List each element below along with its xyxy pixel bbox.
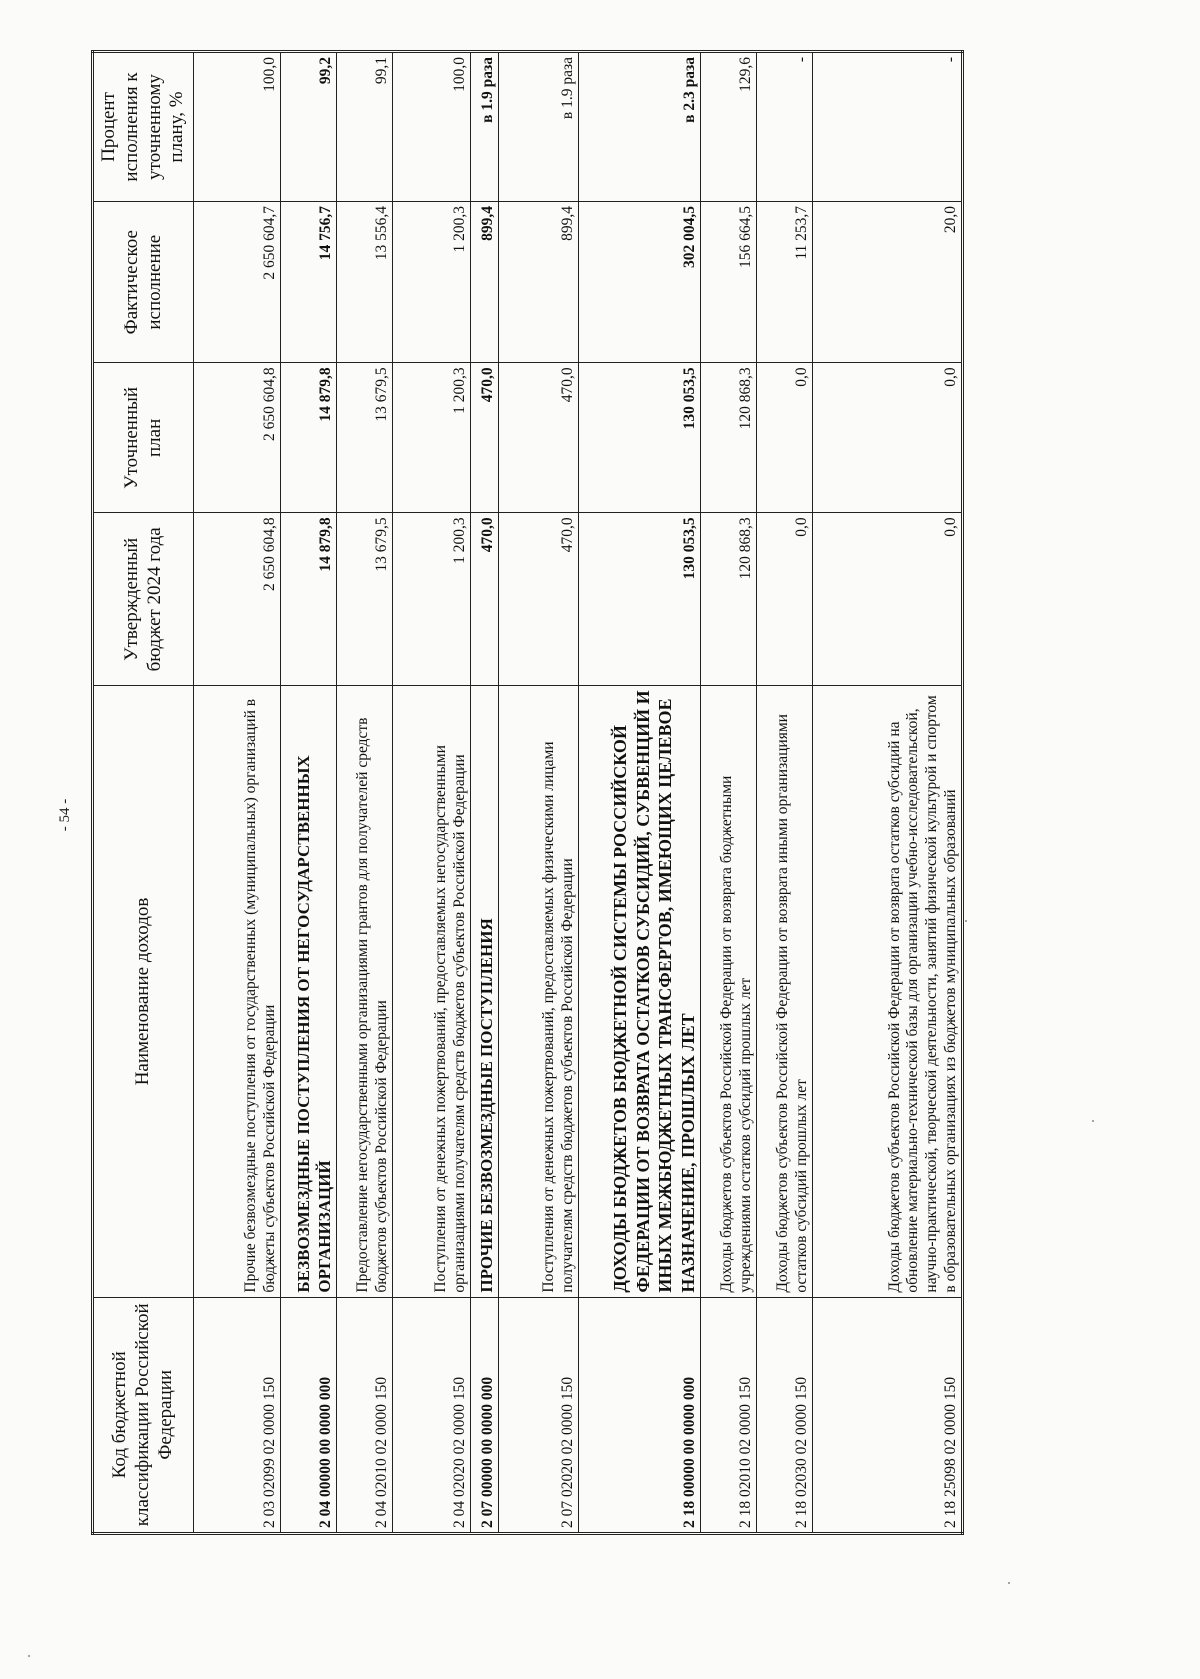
row-name: Предоставление негосударственными организациями грантов для получателей средств бюджетов субъектов Российской Федерации: [337, 686, 393, 1297]
scan-speck: [1092, 1120, 1094, 1122]
table-row: [393, 52, 471, 1534]
table-row: [194, 52, 281, 1534]
page-number: - 54 -: [57, 798, 73, 832]
table-row: [281, 52, 337, 1534]
row-actual: 2 650 604,7: [194, 201, 281, 362]
row-actual: 11 253,7: [757, 201, 813, 362]
row-code: 2 18 25098 02 0000 150: [813, 1297, 963, 1533]
row-actual: 899,4: [499, 201, 579, 362]
row-code: 2 07 02020 02 0000 150: [499, 1297, 579, 1533]
row-code: 2 18 02030 02 0000 150: [757, 1297, 813, 1533]
row-revised: 470,0: [499, 363, 579, 513]
row-name: Прочие безвозмездные поступления от государственных (муниципальных) организаций в бюджеты субъектов Российской Федерации: [194, 686, 281, 1297]
row-name: ДОХОДЫ БЮДЖЕТОВ БЮДЖЕТНОЙ СИСТЕМЫ РОССИЙСКОЙ ФЕДЕРАЦИИ ОТ ВОЗВРАТА ОСТАТКОВ СУБСИДИЙ, СУБВЕНЦИЙ И ИНЫХ МЕЖБЮДЖЕТНЫХ ТРАНСФЕРТОВ, ИМЕЮЩИХ ЦЕЛЕВОЕ НАЗНАЧЕНИЕ, ПРОШЛЫХ ЛЕТ: [579, 686, 701, 1297]
row-approved: 1 200,3: [393, 513, 471, 686]
table-row: [337, 52, 393, 1534]
row-name: Доходы бюджетов субъектов Российской Федерации от возврата иными организациями остатков субсидий прошлых лет: [757, 686, 813, 1297]
table-row: [757, 52, 813, 1534]
row-revised: 0,0: [813, 363, 963, 513]
header-percent: Процент исполнения к уточненному плану, %: [93, 52, 194, 202]
row-approved: 130 053,5: [579, 513, 701, 686]
row-percent: 99,1: [337, 52, 393, 202]
row-code: 2 18 02010 02 0000 150: [701, 1297, 757, 1533]
row-percent: в 1.9 раза: [471, 52, 499, 202]
header-actual: Фактическое исполнение: [93, 201, 194, 362]
row-percent: 99,2: [281, 52, 337, 202]
row-approved: 470,0: [499, 513, 579, 686]
header-revised: Уточненный план: [93, 363, 194, 513]
row-actual: 302 004,5: [579, 201, 701, 362]
row-revised: 130 053,5: [579, 363, 701, 513]
header-name: Наименование доходов: [93, 686, 194, 1297]
scan-speck: [965, 920, 967, 922]
row-code: 2 18 00000 00 0000 000: [579, 1297, 701, 1533]
row-code: 2 07 00000 00 0000 000: [471, 1297, 499, 1533]
scan-speck: [28, 1655, 30, 1657]
row-approved: 0,0: [757, 513, 813, 686]
row-name: Доходы бюджетов субъектов Российской Федерации от возврата остатков субсидий на обновление материально-технической базы для организации учебно-исследовательской, научно-практической, творческой деятельности, занятий физической культурой и спортом в образовательных организациях из бюджетов муниципальных образований: [813, 686, 963, 1297]
row-percent: 129,6: [701, 52, 757, 202]
row-revised: 120 868,3: [701, 363, 757, 513]
row-name: Доходы бюджетов субъектов Российской Федерации от возврата бюджетными учреждениями остатков субсидий прошлых лет: [701, 686, 757, 1297]
header-approved: Утвержденный бюджет 2024 года: [93, 513, 194, 686]
row-approved: 0,0: [813, 513, 963, 686]
row-percent: 100,0: [393, 52, 471, 202]
table-row: [813, 52, 963, 1534]
row-approved: 2 650 604,8: [194, 513, 281, 686]
table-row: [471, 52, 499, 1534]
row-percent: в 1.9 раза: [499, 52, 579, 202]
row-percent: 100,0: [194, 52, 281, 202]
row-revised: 1 200,3: [393, 363, 471, 513]
row-code: 2 04 02010 02 0000 150: [337, 1297, 393, 1533]
row-code: 2 03 02099 02 0000 150: [194, 1297, 281, 1533]
row-revised: 13 679,5: [337, 363, 393, 513]
scan-speck: [1008, 1582, 1010, 1584]
row-revised: 470,0: [471, 363, 499, 513]
row-actual: 156 664,5: [701, 201, 757, 362]
revenue-table: [91, 50, 964, 1535]
row-revised: 2 650 604,8: [194, 363, 281, 513]
row-approved: 14 879,8: [281, 513, 337, 686]
row-percent: -: [813, 52, 963, 202]
header-code: Код бюджетной классификации Российской Федерации: [93, 1297, 194, 1533]
row-actual: 14 756,7: [281, 201, 337, 362]
table-header-row: [93, 52, 194, 1534]
row-actual: 1 200,3: [393, 201, 471, 362]
table-row: [701, 52, 757, 1534]
row-approved: 120 868,3: [701, 513, 757, 686]
table-row: [579, 52, 701, 1534]
row-percent: в 2.3 раза: [579, 52, 701, 202]
row-approved: 470,0: [471, 513, 499, 686]
row-name: ПРОЧИЕ БЕЗВОЗМЕЗДНЫЕ ПОСТУПЛЕНИЯ: [471, 686, 499, 1297]
rotated-page-content: [55, 50, 1100, 1535]
row-code: 2 04 02020 02 0000 150: [393, 1297, 471, 1533]
row-approved: 13 679,5: [337, 513, 393, 686]
row-code: 2 04 00000 00 0000 000: [281, 1297, 337, 1533]
row-name: Поступления от денежных пожертвований, предоставляемых негосударственными организациями получателям средств бюджетов субъектов Российской Федерации: [393, 686, 471, 1297]
row-revised: 14 879,8: [281, 363, 337, 513]
row-name: Поступления от денежных пожертвований, предоставляемых физическими лицами получателям средств бюджетов субъектов Российской Федерации: [499, 686, 579, 1297]
table-row: [499, 52, 579, 1534]
row-revised: 0,0: [757, 363, 813, 513]
row-actual: 899,4: [471, 201, 499, 362]
row-percent: -: [757, 52, 813, 202]
row-actual: 20,0: [813, 201, 963, 362]
row-name: БЕЗВОЗМЕЗДНЫЕ ПОСТУПЛЕНИЯ ОТ НЕГОСУДАРСТВЕННЫХ ОРГАНИЗАЦИЙ: [281, 686, 337, 1297]
row-actual: 13 556,4: [337, 201, 393, 362]
